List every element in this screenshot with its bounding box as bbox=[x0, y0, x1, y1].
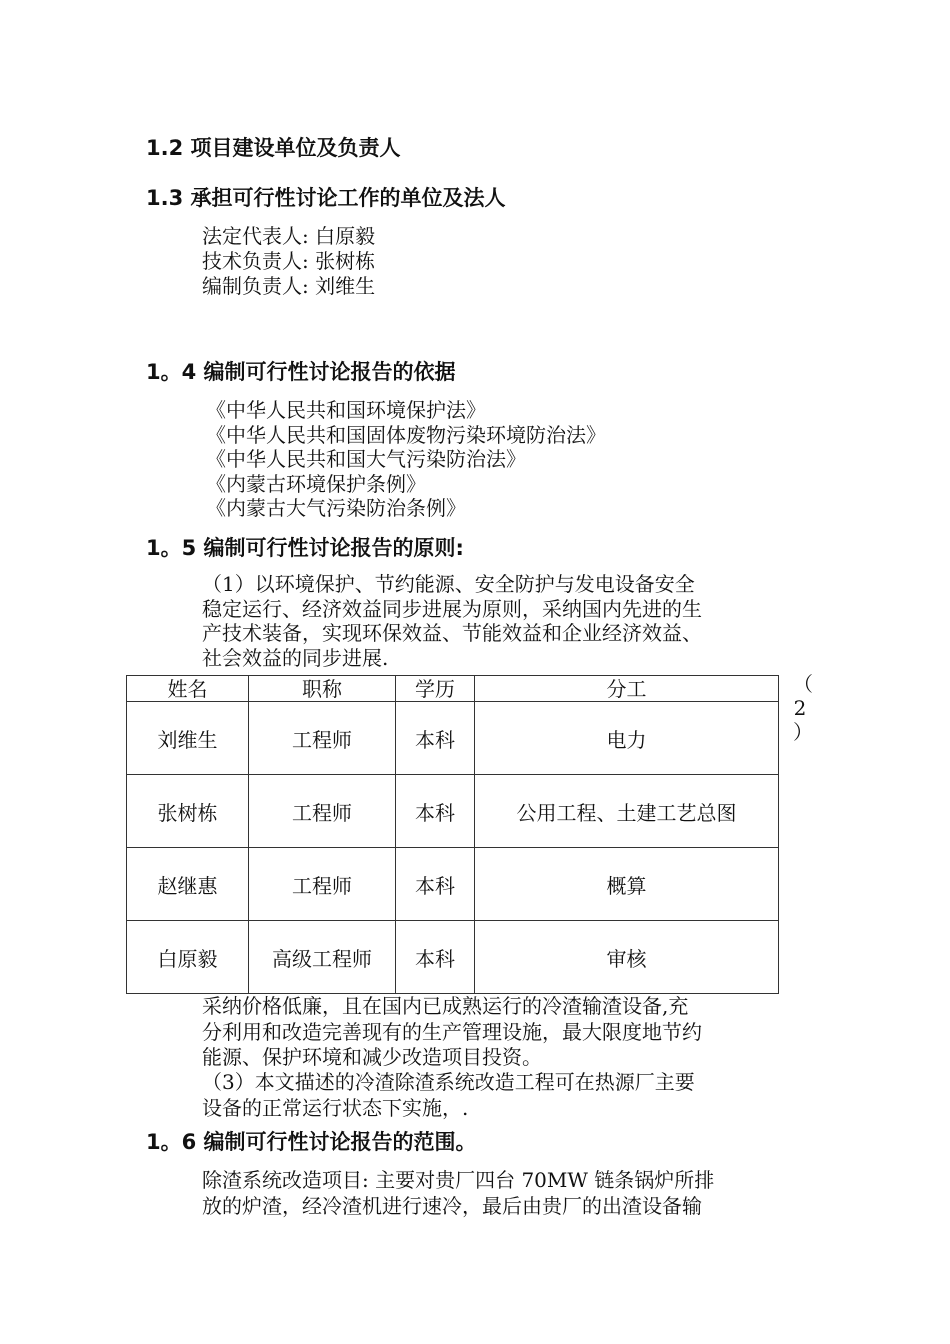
marker-close-paren: ） bbox=[793, 720, 813, 744]
cell-title: 工程师 bbox=[249, 702, 396, 775]
marker-number: 2 bbox=[793, 696, 807, 720]
table-row bbox=[127, 848, 779, 921]
principle-1-line: 产技术装备，实现环保效益、节能效益和企业经济效益、 bbox=[202, 621, 702, 645]
responsible-persons bbox=[202, 224, 375, 299]
cell-title: 高级工程师 bbox=[249, 921, 396, 994]
staff-table bbox=[126, 675, 779, 994]
principle-2 bbox=[202, 994, 702, 1071]
table-header-row bbox=[127, 676, 779, 702]
cell-name: 白原毅 bbox=[127, 921, 249, 994]
cell-education: 本科 bbox=[396, 702, 475, 775]
law-item: 《中华人民共和国大气污染防治法》 bbox=[206, 447, 526, 471]
technical-lead: 技术负责人: 张树栋 bbox=[202, 249, 376, 273]
scope-line: 放的炉渣，经冷渣机进行速冷，最后由贵厂的出渣设备输 bbox=[202, 1194, 702, 1218]
cell-education: 本科 bbox=[396, 848, 475, 921]
principle-2-line: 采纳价格低廉，且在国内已成熟运行的冷渣输渣设备,充 bbox=[202, 994, 689, 1018]
principle-1-line: （1）以环境保护、节约能源、安全防护与发电设备安全 bbox=[202, 572, 695, 596]
principle-2-line: 能源、保护环境和减少改造项目投资。 bbox=[202, 1045, 542, 1069]
header-education: 学历 bbox=[396, 676, 475, 702]
law-item: 《中华人民共和国固体废物污染环境防治法》 bbox=[206, 422, 606, 447]
cell-title: 工程师 bbox=[249, 775, 396, 848]
heading-1-4: 1。4 编制可行性讨论报告的依据 bbox=[146, 360, 456, 384]
law-item: 《内蒙古环境保护条例》 bbox=[206, 471, 426, 496]
cell-responsibility: 概算 bbox=[475, 848, 779, 921]
principle-3-line: 设备的正常运行状态下实施，. bbox=[202, 1095, 469, 1120]
header-name: 姓名 bbox=[127, 676, 249, 702]
table-row bbox=[127, 921, 779, 994]
cell-name: 刘维生 bbox=[127, 702, 249, 775]
cell-responsibility: 审核 bbox=[475, 921, 779, 994]
header-title: 职称 bbox=[249, 676, 396, 702]
heading-1-2: 1.2 项目建设单位及负责人 bbox=[146, 136, 401, 160]
cell-education: 本科 bbox=[396, 921, 475, 994]
cell-education: 本科 bbox=[396, 775, 475, 848]
heading-1-5: 1。5 编制可行性讨论报告的原则: bbox=[146, 536, 464, 560]
header-responsibility: 分工 bbox=[475, 676, 779, 702]
principle-1-line: 稳定运行、经济效益同步进展为原则，采纳国内先进的生 bbox=[202, 596, 702, 621]
principle-1 bbox=[202, 572, 702, 670]
scope-line: 除渣系统改造项目: 主要对贵厂四台 70MW 链条锅炉所排 bbox=[202, 1168, 715, 1192]
legal-representative: 法定代表人: 白原毅 bbox=[202, 224, 376, 248]
principle-2-marker bbox=[793, 672, 813, 744]
scope-paragraph bbox=[202, 1167, 714, 1219]
cell-responsibility: 电力 bbox=[475, 702, 779, 775]
law-list bbox=[206, 398, 606, 521]
heading-1-6: 1。6 编制可行性讨论报告的范围。 bbox=[146, 1130, 477, 1154]
cell-name: 赵继惠 bbox=[127, 848, 249, 921]
table-row bbox=[127, 775, 779, 848]
principle-3-line: （3）本文描述的冷渣除渣系统改造工程可在热源厂主要 bbox=[202, 1070, 695, 1094]
principle-2-line: 分利用和改造完善现有的生产管理设施，最大限度地节约 bbox=[202, 1019, 702, 1044]
cell-title: 工程师 bbox=[249, 848, 396, 921]
law-item: 《中华人民共和国环境保护法》 bbox=[206, 398, 486, 422]
compiling-lead: 编制负责人: 刘维生 bbox=[202, 274, 376, 298]
table-row bbox=[127, 702, 779, 775]
cell-name: 张树栋 bbox=[127, 775, 249, 848]
principle-1-line: 社会效益的同步进展. bbox=[202, 645, 389, 670]
marker-open-paren: （ bbox=[793, 672, 813, 696]
cell-responsibility: 公用工程、土建工艺总图 bbox=[475, 775, 779, 848]
heading-1-3: 1.3 承担可行性讨论工作的单位及法人 bbox=[146, 186, 506, 210]
principle-3 bbox=[202, 1070, 695, 1121]
law-item: 《内蒙古大气污染防治条例》 bbox=[206, 496, 466, 520]
